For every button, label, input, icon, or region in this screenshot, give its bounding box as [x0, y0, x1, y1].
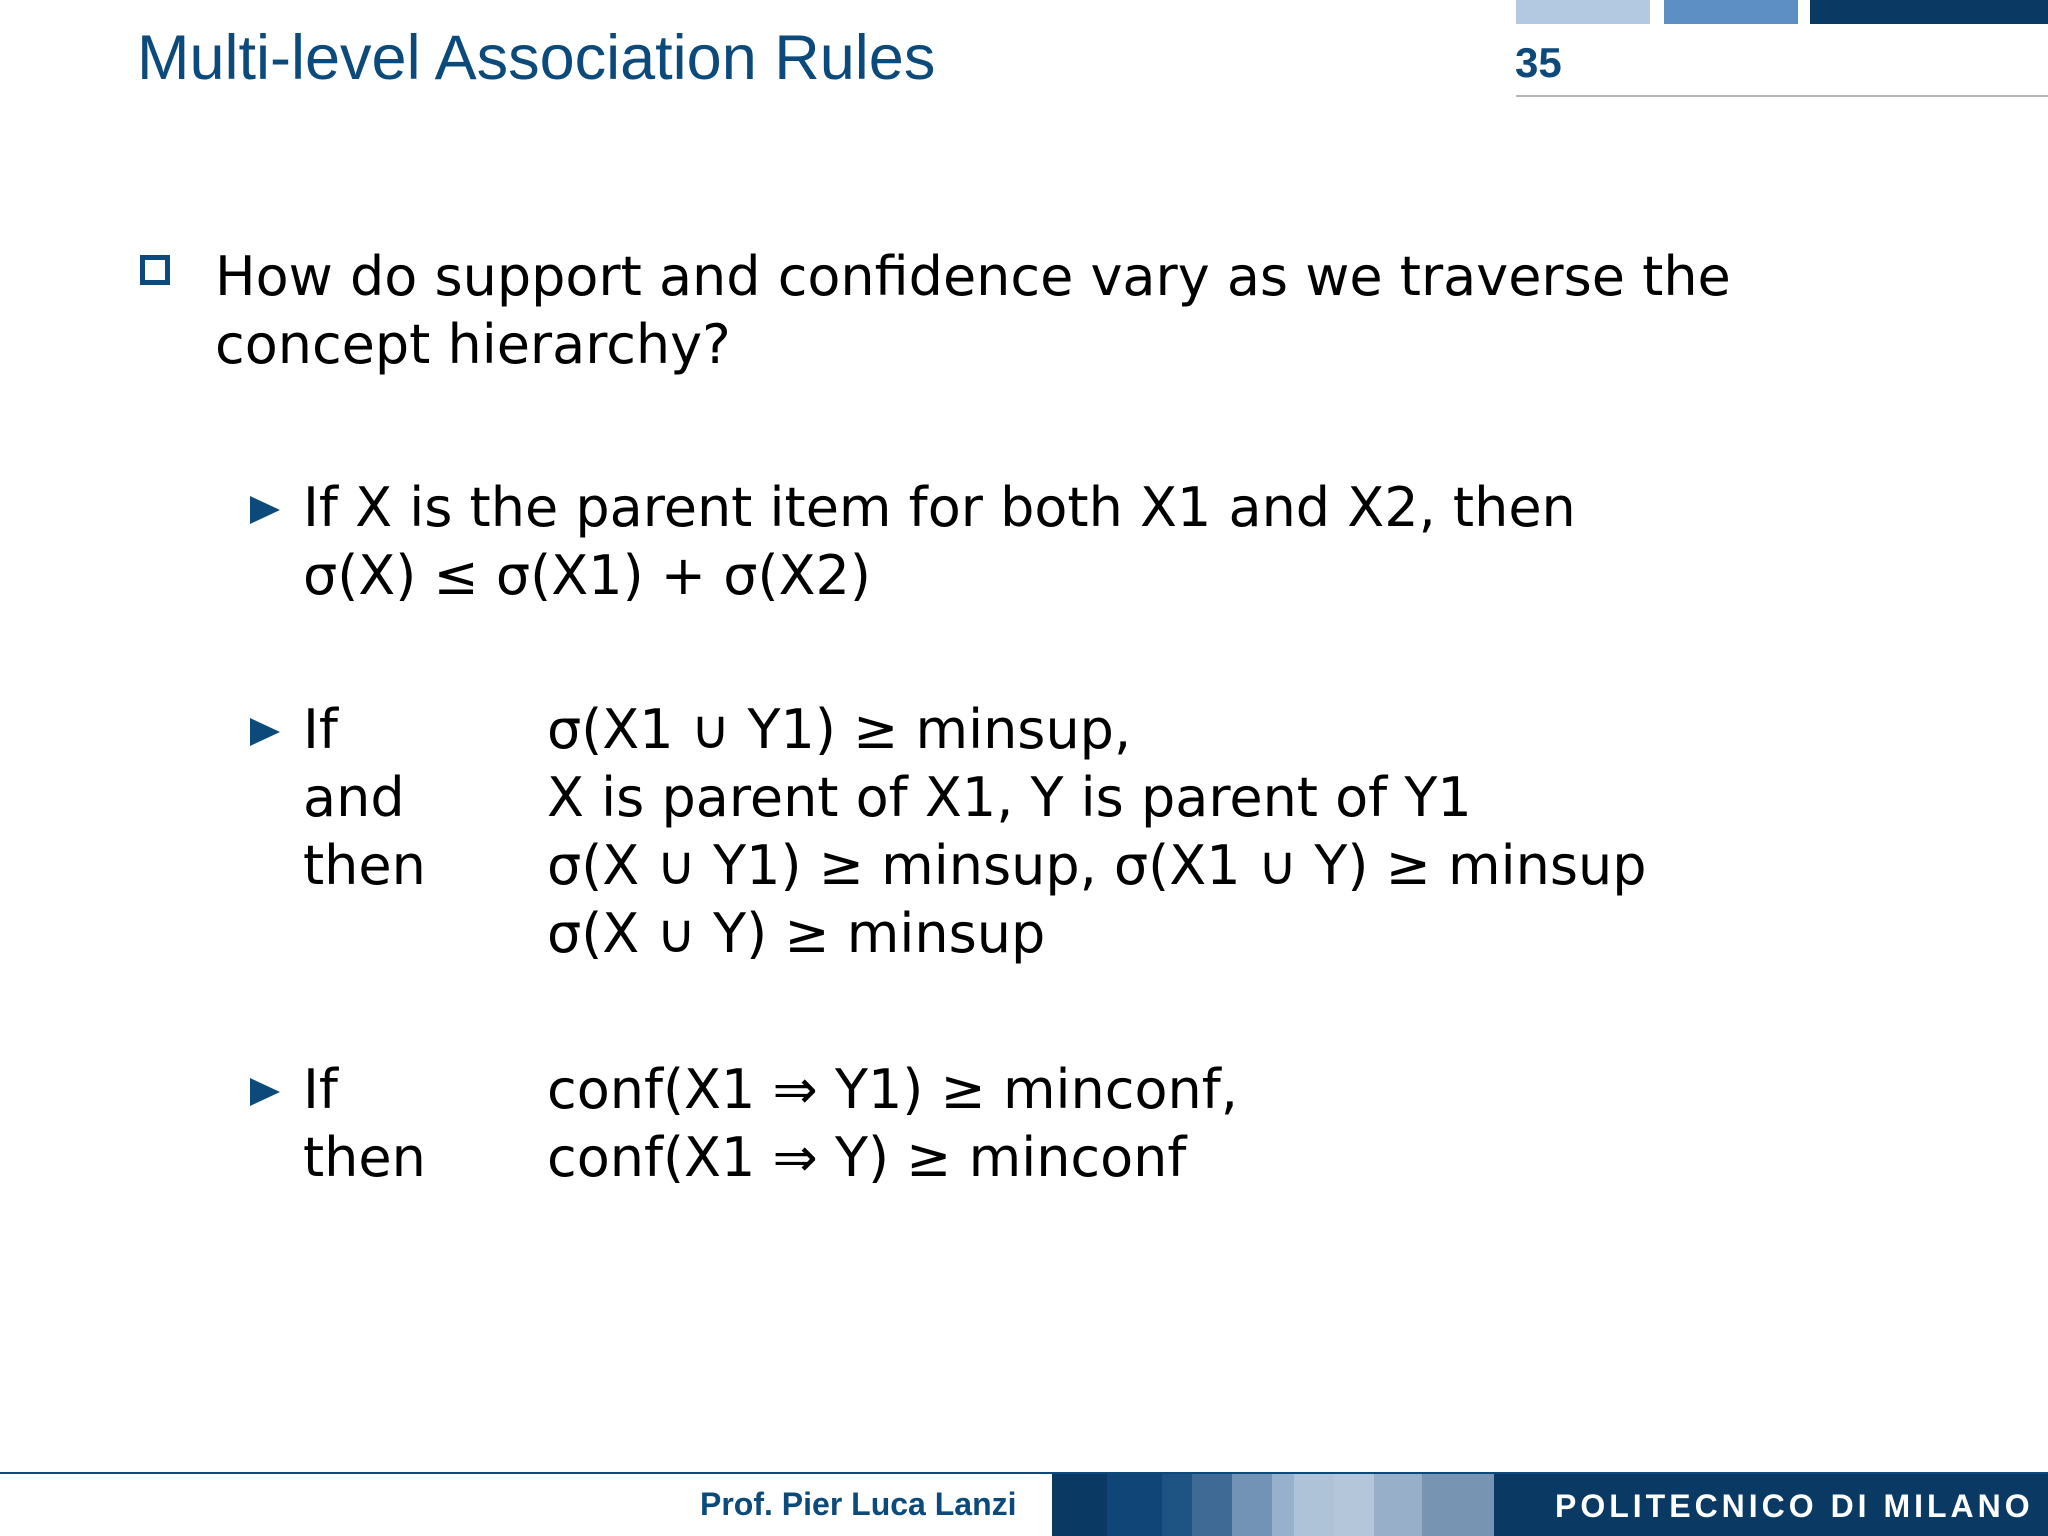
rule-keyword: If	[303, 1058, 338, 1121]
slide-title: Multi-level Association Rules	[137, 23, 936, 93]
title-divider	[1516, 95, 2048, 97]
header-bar-light	[1516, 0, 1650, 24]
footer-gradient-segment	[1334, 1474, 1374, 1536]
rule-keyword: then	[303, 834, 426, 897]
footer-institution: POLITECNICO DI MILANO	[1555, 1488, 2034, 1524]
triangle-bullet-icon	[250, 718, 280, 746]
triangle-bullet-icon	[250, 496, 280, 524]
rule-expression: conf(X1 ⇒ Y) ≥ minconf	[547, 1126, 1187, 1189]
footer-author: Prof. Pier Luca Lanzi	[700, 1486, 1017, 1522]
rule-expression: σ(X ∪ Y) ≥ minsup	[547, 902, 1046, 965]
footer-gradient-segment	[1374, 1474, 1422, 1536]
rule-expression: X is parent of X1, Y is parent of Y1	[547, 766, 1472, 829]
footer-gradient-segment	[1162, 1474, 1192, 1536]
footer-gradient-segment	[1294, 1474, 1334, 1536]
sub-bullet-line: If X is the parent item for both X1 and X2, then	[303, 476, 1576, 539]
slide-number: 35	[1515, 39, 1562, 86]
main-bullet-line-2: concept hierarchy?	[215, 313, 731, 376]
main-bullet-line-1: How do support and confidence vary as we traverse the	[215, 245, 1731, 308]
footer-gradient-segment	[1107, 1474, 1162, 1536]
rule-keyword: and	[303, 766, 405, 829]
footer-gradient-segment	[1192, 1474, 1232, 1536]
footer-gradient-segment	[1232, 1474, 1272, 1536]
rule-keyword: If	[303, 698, 338, 761]
rule-expression: σ(X1 ∪ Y1) ≥ minsup,	[547, 698, 1132, 761]
rule-expression: conf(X1 ⇒ Y1) ≥ minconf,	[547, 1058, 1238, 1121]
sub-bullet-line: σ(X) ≤ σ(X1) + σ(X2)	[303, 544, 871, 607]
rule-expression: σ(X ∪ Y1) ≥ minsup, σ(X1 ∪ Y) ≥ minsup	[547, 834, 1647, 897]
triangle-bullet-icon	[250, 1078, 280, 1106]
footer-gradient-segment	[1052, 1474, 1107, 1536]
header-bar-mid	[1664, 0, 1798, 24]
header-bar-dark	[1810, 0, 2048, 24]
main-bullet-text	[215, 243, 1915, 379]
rule-keyword: then	[303, 1126, 426, 1189]
footer-gradient-segment	[1272, 1474, 1294, 1536]
footer-gradient-segment	[1422, 1474, 1494, 1536]
square-bullet-icon	[140, 255, 170, 285]
